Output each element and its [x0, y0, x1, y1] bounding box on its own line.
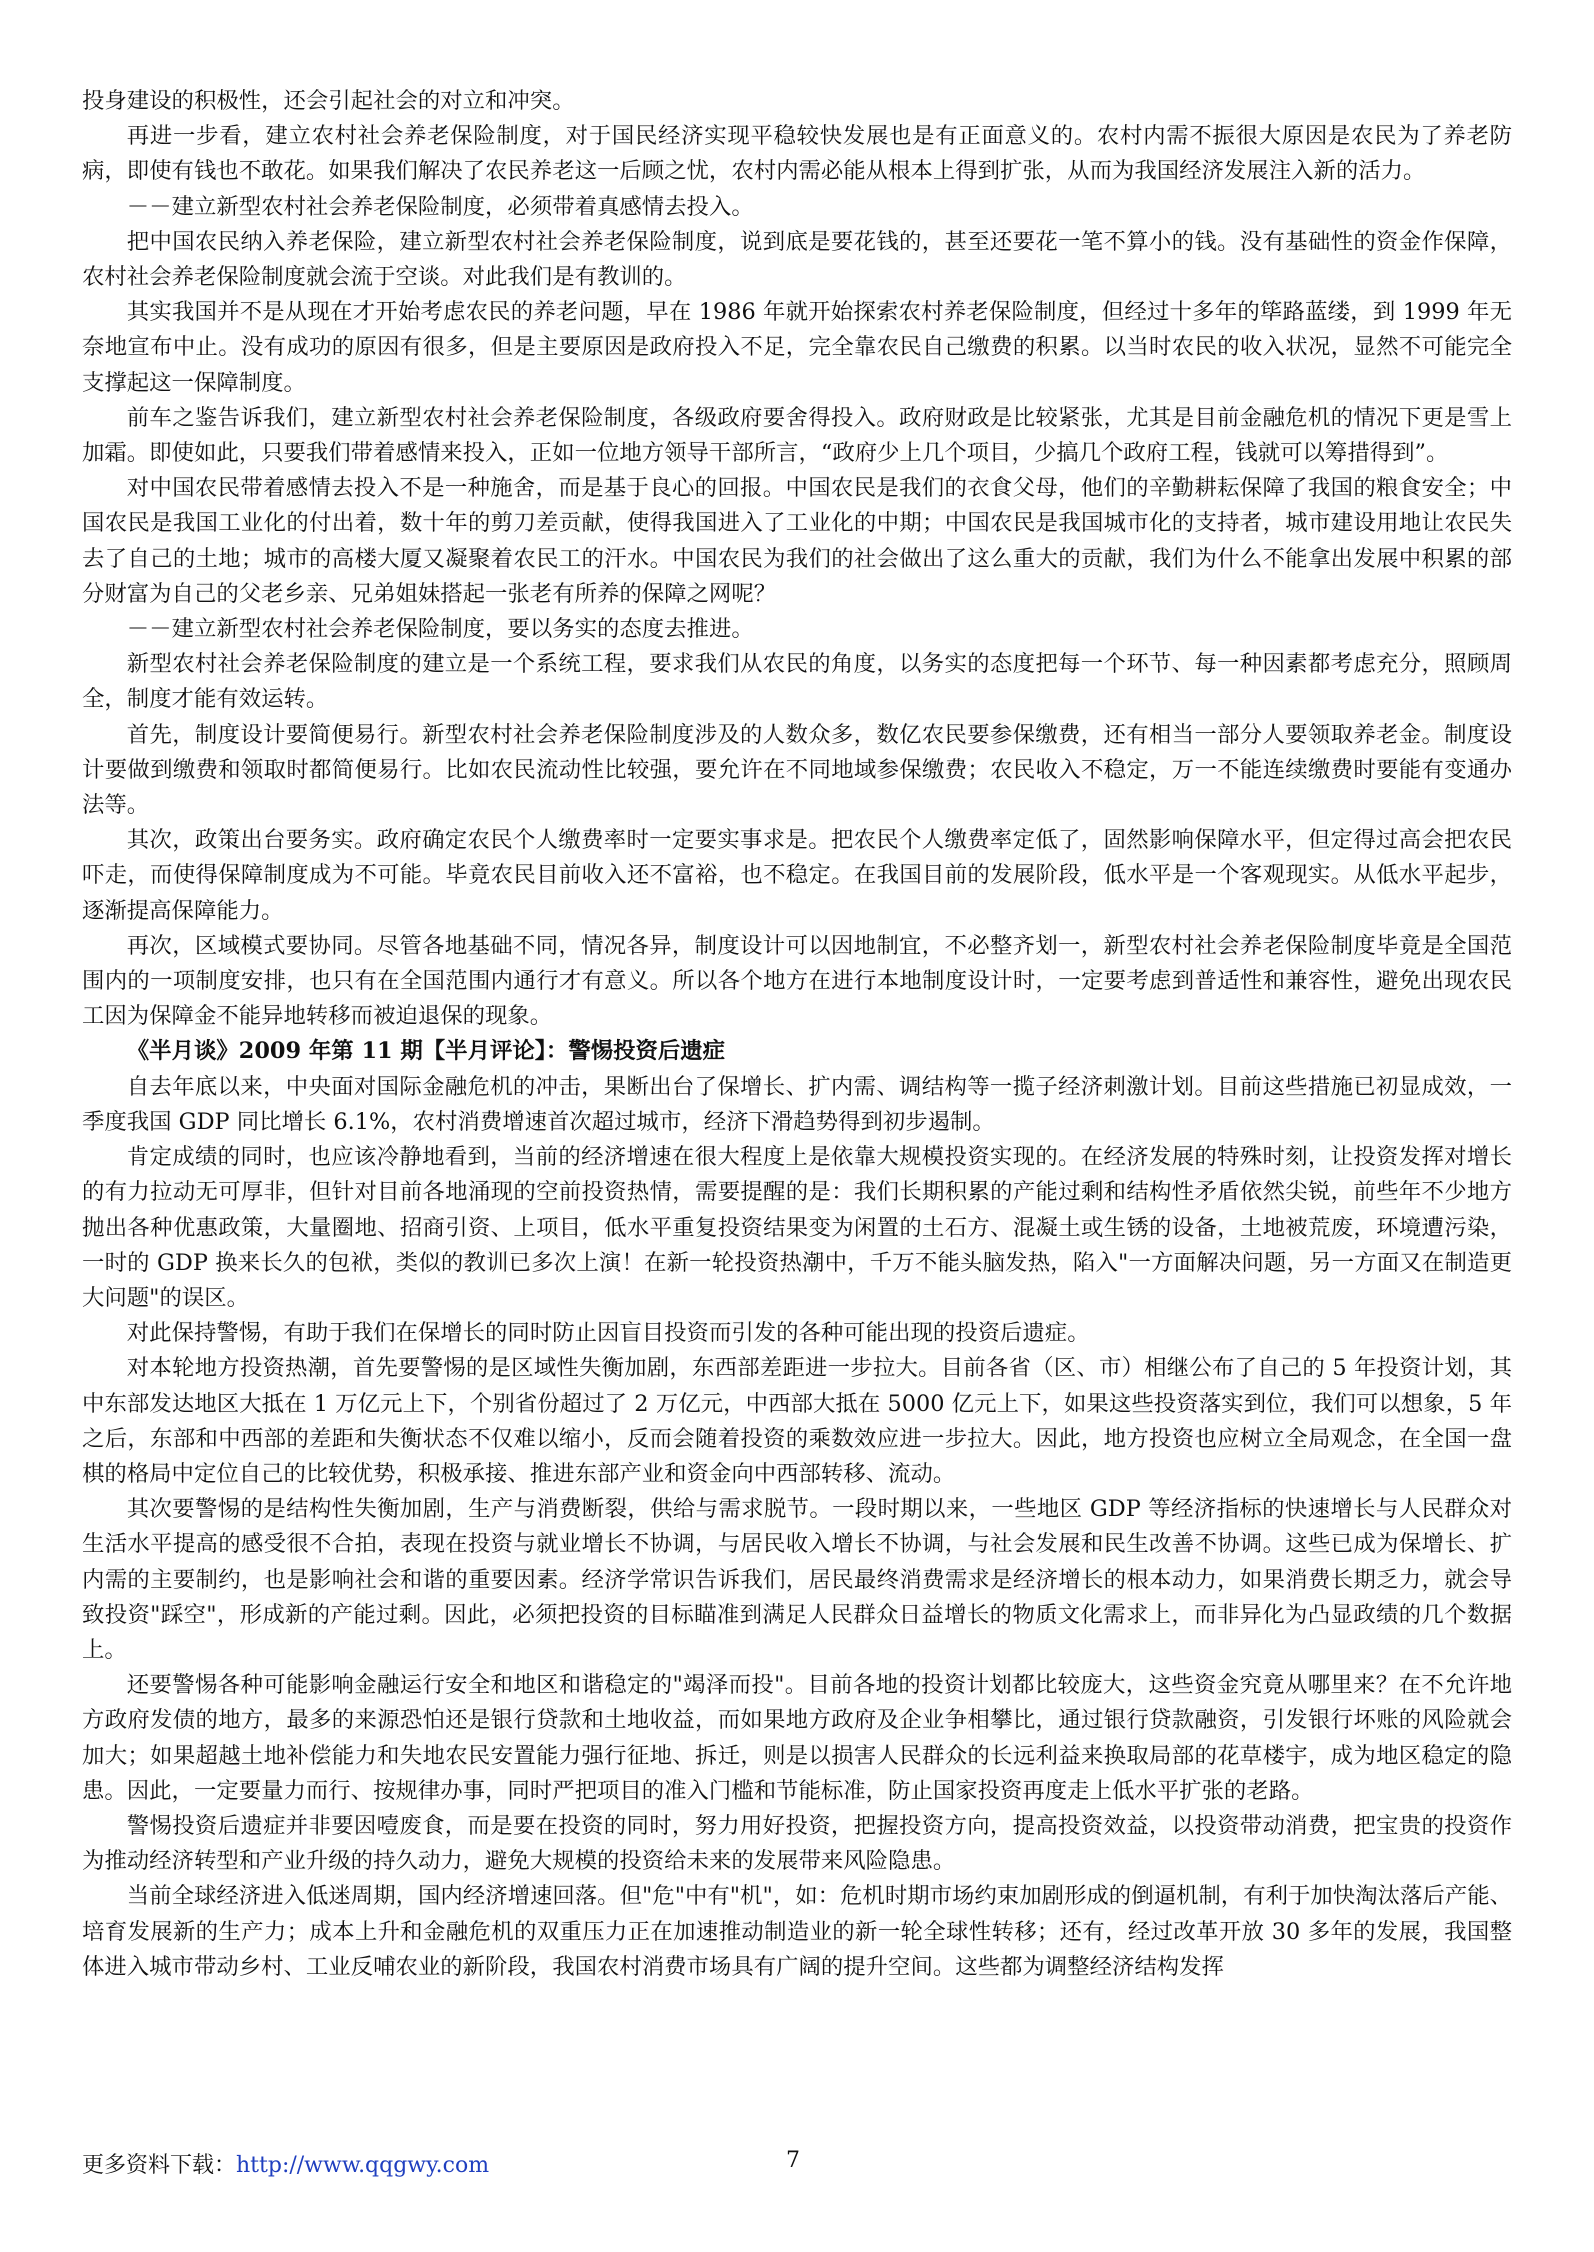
paragraph: 对本轮地方投资热潮，首先要警惕的是区域性失衡加剧，东西部差距进一步拉大。目前各省（区、市）相继公布了自己的 5 年投资计划，其中东部发达地区大抵在 1 万亿元上下，个别省份超过了 2 万亿元，中西部大抵在 5000 亿元上下，如果这些投资落实到位，我们可以想象，5 年之后，东部和中西部的差距和失衡状态不仅难以缩小，反而会随着投资的乘数效应进一步拉大。因此，地方投资也应树立全局观念，在全国一盘棋的格局中定位自己的比较优势，积极承接、推进东部产业和资金向中西部转移、流动。: [82, 1355, 1512, 1487]
paragraph: 投身建设的积极性，还会引起社会的对立和冲突。: [82, 88, 575, 114]
paragraph: 自去年底以来，中央面对国际金融危机的冲击，果断出台了保增长、扩内需、调结构等一揽子经济刺激计划。目前这些措施已初显成效，一季度我国 GDP 同比增长 6.1%，农村消费增速首次超过城市，经济下滑趋势得到初步遏制。: [82, 1073, 1512, 1135]
paragraph: 对中国农民带着感情去投入不是一种施舍，而是基于良心的回报。中国农民是我们的衣食父母，他们的辛勤耕耘保障了我国的粮食安全；中国农民是我国工业化的付出着，数十年的剪刀差贡献，使得我国进入了工业化的中期；中国农民是我国城市化的支持者，城市建设用地让农民失去了自己的土地；城市的高楼大厦又凝聚着农民工的汗水。中国农民为我们的社会做出了这么重大的贡献，我们为什么不能拿出发展中积累的部分财富为自己的父老乡亲、兄弟姐妹搭起一张老有所养的保障之网呢？: [82, 475, 1512, 607]
paragraph: 还要警惕各种可能影响金融运行安全和地区和谐稳定的"竭泽而投"。目前各地的投资计划都比较庞大，这些资金究竟从哪里来？在不允许地方政府发债的地方，最多的来源恐怕还是银行贷款和土地收益，而如果地方政府及企业争相攀比，通过银行贷款融资，引发银行坏账的风险就会加大；如果超越土地补偿能力和失地农民安置能力强行征地、拆迁，则是以损害人民群众的长远利益来换取局部的花草楼宇，成为地区稳定的隐患。因此，一定要量力而行、按规律办事，同时严把项目的准入门槛和节能标准，防止国家投资再度走上低水平扩张的老路。: [82, 1672, 1512, 1804]
page-number: 7: [786, 2148, 800, 2173]
paragraph: 其实我国并不是从现在才开始考虑农民的养老问题，早在 1986 年就开始探索农村养老保险制度，但经过十多年的筚路蓝缕，到 1999 年无奈地宣布中止。没有成功的原因有很多，但是主要原因是政府投入不足，完全靠农民自己缴费的积累。以当时农民的收入状况，显然不可能完全支撑起这一保障制度。: [82, 299, 1512, 396]
paragraph: 当前全球经济进入低迷周期，国内经济增速回落。但"危"中有"机"，如：危机时期市场约束加剧形成的倒逼机制，有利于加快淘汰落后产能、培育发展新的生产力；成本上升和金融危机的双重压力正在加速推动制造业的新一轮全球性转移；还有，经过改革开放 30 多年的发展，我国整体进入城市带动乡村、工业反哺农业的新阶段，我国农村消费市场具有广阔的提升空间。这些都为调整经济结构发挥: [82, 1883, 1512, 1980]
paragraph: 再次，区域模式要协同。尽管各地基础不同，情况各异，制度设计可以因地制宜，不必整齐划一，新型农村社会养老保险制度毕竟是全国范围内的一项制度安排，也只有在全国范围内通行才有意义。所以各个地方在进行本地制度设计时，一定要考虑到普适性和兼容性，避免出现农民工因为保障金不能异地转移而被迫退保的现象。: [82, 932, 1512, 1030]
paragraph: 警惕投资后遗症并非要因噎废食，而是要在投资的同时，努力用好投资，把握投资方向，提高投资效益，以投资带动消费，把宝贵的投资作为推动经济转型和产业升级的持久动力，避免大规模的投资给未来的发展带来风险隐患。: [82, 1812, 1512, 1875]
footer-label: 更多资料下载：: [82, 2153, 237, 2178]
paragraph: 其次要警惕的是结构性失衡加剧，生产与消费断裂，供给与需求脱节。一段时期以来，一些地区 GDP 等经济指标的快速增长与人民群众对生活水平提高的感受很不合拍，表现在投资与就业增长不协调，与居民收入增长不协调，与社会发展和民生改善不协调。这些已成为保增长、扩内需的主要制约，也是影响社会和谐的重要因素。经济学常识告诉我们，居民最终消费需求是经济增长的根本动力，如果消费长期乏力，就会导致投资"踩空"，形成新的产能过剩。因此，必须把投资的目标瞄准到满足人民群众日益增长的物质文化需求上，而非异化为凸显政绩的几个数据上。: [82, 1496, 1512, 1663]
article-body: [82, 84, 1512, 1985]
paragraph: 把中国农民纳入养老保险，建立新型农村社会养老保险制度，说到底是要花钱的，甚至还要花一笔不算小的钱。没有基础性的资金作保障，农村社会养老保险制度就会流于空谈。对此我们是有教训的。: [82, 228, 1512, 291]
paragraph: 其次，政策出台要务实。政府确定农民个人缴费率时一定要实事求是。把农民个人缴费率定低了，固然影响保障水平，但定得过高会把农民吓走，而使得保障制度成为不可能。毕竟农民目前收入还不富裕，也不稳定。在我国目前的发展阶段，低水平是一个客观现实。从低水平起步，逐渐提高保障能力。: [82, 827, 1512, 924]
paragraph: 新型农村社会养老保险制度的建立是一个系统工程，要求我们从农民的角度，以务实的态度把每一个环节、每一种因素都考虑充分，照顾周全，制度才能有效运转。: [82, 651, 1512, 713]
paragraph: －－建立新型农村社会养老保险制度，要以务实的态度去推进。: [126, 616, 754, 643]
footer-download-link[interactable]: [82, 2148, 489, 2179]
paragraph: 前车之鉴告诉我们，建立新型农村社会养老保险制度，各级政府要舍得投入。政府财政是比较紧张，尤其是目前金融危机的情况下更是雪上加霜。即使如此，只要我们带着感情来投入，正如一位地方领导干部所言，“政府少上几个项目，少搞几个政府工程，钱就可以筹措得到”。: [82, 404, 1512, 467]
paragraph: －－建立新型农村社会养老保险制度，必须带着真感情去投入。: [126, 193, 754, 220]
paragraph: 对此保持警惕，有助于我们在保增长的同时防止因盲目投资而引发的各种可能出现的投资后遗症。: [126, 1320, 1090, 1347]
footer-url[interactable]: http://www.qqgwy.com: [236, 2153, 490, 2178]
section-title: 《半月谈》2009 年第 11 期【半月评论】：警惕投资后遗症: [126, 1038, 726, 1065]
paragraph: 再进一步看，建立农村社会养老保险制度，对于国民经济实现平稳较快发展也是有正面意义的。农村内需不振很大原因是农民为了养老防病，即使有钱也不敢花。如果我们解决了农民养老这一后顾之忧，农村内需必能从根本上得到扩张，从而为我国经济发展注入新的活力。: [82, 123, 1512, 185]
paragraph: 首先，制度设计要简便易行。新型农村社会养老保险制度涉及的人数众多，数亿农民要参保缴费，还有相当一部分人要领取养老金。制度设计要做到缴费和领取时都简便易行。比如农民流动性比较强，要允许在不同地域参保缴费；农民收入不稳定，万一不能连续缴费时要能有变通办法等。: [82, 721, 1512, 819]
paragraph: 肯定成绩的同时，也应该冷静地看到，当前的经济增速在很大程度上是依靠大规模投资实现的。在经济发展的特殊时刻，让投资发挥对增长的有力拉动无可厚非，但针对目前各地涌现的空前投资热情，需要提醒的是：我们长期积累的产能过剩和结构性矛盾依然尖锐，前些年不少地方抛出各种优惠政策，大量圈地、招商引资、上项目，低水平重复投资结果变为闲置的土石方、混凝土或生锈的设备，土地被荒废，环境遭污染，一时的 GDP 换来长久的包袱，类似的教训已多次上演！在新一轮投资热潮中，千万不能头脑发热，陷入"一方面解决问题，另一方面又在制造更大问题"的误区。: [82, 1144, 1512, 1311]
